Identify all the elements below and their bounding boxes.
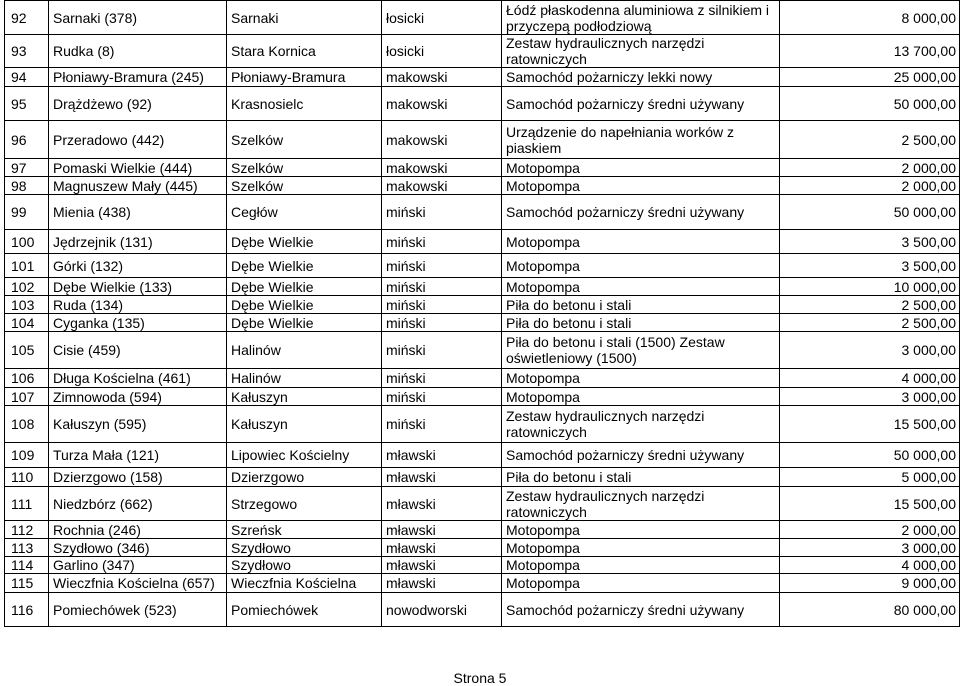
- table-row: [5, 443, 960, 468]
- table-row: [5, 406, 960, 443]
- municipality: Dębe Wielkie: [227, 254, 382, 278]
- row-number: 100: [5, 230, 49, 254]
- row-number: 96: [5, 121, 49, 159]
- county: makowski: [382, 87, 502, 121]
- municipality: Szreńsk: [227, 521, 382, 539]
- municipality: Szelków: [227, 177, 382, 195]
- county: łosicki: [382, 1, 502, 35]
- municipality: Płoniawy-Bramura: [227, 68, 382, 87]
- equipment-item: Motopompa: [502, 574, 780, 593]
- municipality: Szelków: [227, 121, 382, 159]
- row-number: 101: [5, 254, 49, 278]
- county: miński: [382, 314, 502, 332]
- county: miński: [382, 278, 502, 296]
- location: Wieczfnia Kościelna (657): [49, 574, 227, 593]
- equipment-item: Motopompa: [502, 539, 780, 557]
- location: Rudka (8): [49, 35, 227, 68]
- equipment-item: Motopompa: [502, 278, 780, 296]
- table-row: [5, 121, 960, 159]
- row-number: 102: [5, 278, 49, 296]
- table-row: [5, 35, 960, 68]
- row-number: 94: [5, 68, 49, 87]
- amount: 50 000,00: [780, 443, 960, 468]
- location: Długa Kościelna (461): [49, 369, 227, 388]
- table-row: [5, 332, 960, 369]
- equipment-item: Piła do betonu i stali: [502, 314, 780, 332]
- municipality: Kałuszyn: [227, 388, 382, 406]
- table-row: [5, 254, 960, 278]
- table-row: [5, 314, 960, 332]
- row-number: 104: [5, 314, 49, 332]
- county: makowski: [382, 177, 502, 195]
- grant-table-container: [4, 0, 959, 627]
- municipality: Dębe Wielkie: [227, 230, 382, 254]
- amount: 15 500,00: [780, 406, 960, 443]
- location: Sarnaki (378): [49, 1, 227, 35]
- table-row: [5, 388, 960, 406]
- equipment-item: Samochód pożarniczy średni używany: [502, 443, 780, 468]
- municipality: Krasnosielc: [227, 87, 382, 121]
- table-row: [5, 159, 960, 177]
- county: miński: [382, 195, 502, 230]
- equipment-item: Motopompa: [502, 230, 780, 254]
- county: makowski: [382, 68, 502, 87]
- location: Przeradowo (442): [49, 121, 227, 159]
- table-row: [5, 296, 960, 314]
- row-number: 97: [5, 159, 49, 177]
- municipality: Strzegowo: [227, 487, 382, 521]
- equipment-item: Piła do betonu i stali: [502, 296, 780, 314]
- location: Drążdżewo (92): [49, 87, 227, 121]
- equipment-item: Motopompa: [502, 521, 780, 539]
- equipment-item: Motopompa: [502, 369, 780, 388]
- amount: 80 000,00: [780, 593, 960, 627]
- table-row: [5, 521, 960, 539]
- row-number: 95: [5, 87, 49, 121]
- row-number: 103: [5, 296, 49, 314]
- location: Dzierzgowo (158): [49, 468, 227, 487]
- row-number: 111: [5, 487, 49, 521]
- equipment-item: Motopompa: [502, 159, 780, 177]
- location: Dębe Wielkie (133): [49, 278, 227, 296]
- table-row: [5, 593, 960, 627]
- equipment-item: Motopompa: [502, 177, 780, 195]
- table-row: [5, 574, 960, 593]
- row-number: 108: [5, 406, 49, 443]
- equipment-item: Samochód pożarniczy średni używany: [502, 87, 780, 121]
- county: łosicki: [382, 35, 502, 68]
- location: Turza Mała (121): [49, 443, 227, 468]
- row-number: 114: [5, 557, 49, 574]
- county: miński: [382, 406, 502, 443]
- municipality: Lipowiec Kościelny: [227, 443, 382, 468]
- equipment-item: Zestaw hydraulicznych narzędzi ratowniczych: [502, 35, 780, 68]
- municipality: Dzierzgowo: [227, 468, 382, 487]
- county: mławski: [382, 487, 502, 521]
- county: miński: [382, 296, 502, 314]
- row-number: 99: [5, 195, 49, 230]
- equipment-item: Samochód pożarniczy średni używany: [502, 593, 780, 627]
- location: Garlino (347): [49, 557, 227, 574]
- county: miński: [382, 388, 502, 406]
- row-number: 110: [5, 468, 49, 487]
- row-number: 106: [5, 369, 49, 388]
- municipality: Halinów: [227, 369, 382, 388]
- location: Magnuszew Mały (445): [49, 177, 227, 195]
- amount: 3 500,00: [780, 230, 960, 254]
- row-number: 116: [5, 593, 49, 627]
- amount: 2 000,00: [780, 521, 960, 539]
- amount: 2 500,00: [780, 296, 960, 314]
- table-row: [5, 539, 960, 557]
- row-number: 113: [5, 539, 49, 557]
- amount: 4 000,00: [780, 369, 960, 388]
- amount: 13 700,00: [780, 35, 960, 68]
- county: mławski: [382, 539, 502, 557]
- equipment-item: Zestaw hydraulicznych narzędzi ratowniczych: [502, 406, 780, 443]
- equipment-item: Piła do betonu i stali (1500) Zestaw oświetleniowy (1500): [502, 332, 780, 369]
- amount: 2 000,00: [780, 177, 960, 195]
- equipment-item: Urządzenie do napełniania worków z piaskiem: [502, 121, 780, 159]
- table-row: [5, 468, 960, 487]
- county: nowodworski: [382, 593, 502, 627]
- row-number: 98: [5, 177, 49, 195]
- municipality: Szydłowo: [227, 557, 382, 574]
- location: Płoniawy-Bramura (245): [49, 68, 227, 87]
- county: mławski: [382, 574, 502, 593]
- table-row: [5, 1, 960, 35]
- county: makowski: [382, 121, 502, 159]
- table-row: [5, 278, 960, 296]
- municipality: Pomiechówek: [227, 593, 382, 627]
- table-row: [5, 87, 960, 121]
- location: Ruda (134): [49, 296, 227, 314]
- amount: 2 000,00: [780, 159, 960, 177]
- amount: 3 500,00: [780, 254, 960, 278]
- location: Górki (132): [49, 254, 227, 278]
- county: makowski: [382, 159, 502, 177]
- location: Cyganka (135): [49, 314, 227, 332]
- amount: 4 000,00: [780, 557, 960, 574]
- location: Niedzbórz (662): [49, 487, 227, 521]
- county: mławski: [382, 468, 502, 487]
- county: mławski: [382, 557, 502, 574]
- amount: 5 000,00: [780, 468, 960, 487]
- municipality: Szelków: [227, 159, 382, 177]
- location: Pomiechówek (523): [49, 593, 227, 627]
- location: Cisie (459): [49, 332, 227, 369]
- location: Rochnia (246): [49, 521, 227, 539]
- table-row: [5, 68, 960, 87]
- amount: 15 500,00: [780, 487, 960, 521]
- municipality: Cegłów: [227, 195, 382, 230]
- equipment-item: Samochód pożarniczy średni używany: [502, 195, 780, 230]
- location: Mienia (438): [49, 195, 227, 230]
- row-number: 93: [5, 35, 49, 68]
- amount: 3 000,00: [780, 539, 960, 557]
- county: miński: [382, 332, 502, 369]
- equipment-item: Samochód pożarniczy lekki nowy: [502, 68, 780, 87]
- location: Szydłowo (346): [49, 539, 227, 557]
- equipment-item: Motopompa: [502, 254, 780, 278]
- location: Pomaski Wielkie (444): [49, 159, 227, 177]
- county: miński: [382, 369, 502, 388]
- table-row: [5, 230, 960, 254]
- row-number: 109: [5, 443, 49, 468]
- table-row: [5, 177, 960, 195]
- location: Zimnowoda (594): [49, 388, 227, 406]
- amount: 3 000,00: [780, 332, 960, 369]
- amount: 2 500,00: [780, 314, 960, 332]
- municipality: Kałuszyn: [227, 406, 382, 443]
- amount: 3 000,00: [780, 388, 960, 406]
- county: mławski: [382, 521, 502, 539]
- equipment-item: Zestaw hydraulicznych narzędzi ratowniczych: [502, 487, 780, 521]
- amount: 8 000,00: [780, 1, 960, 35]
- page-number: Strona 5: [453, 670, 507, 686]
- equipment-item: Piła do betonu i stali: [502, 468, 780, 487]
- row-number: 115: [5, 574, 49, 593]
- municipality: Halinów: [227, 332, 382, 369]
- amount: 25 000,00: [780, 68, 960, 87]
- equipment-item: Łódź płaskodenna aluminiowa z silnikiem i przyczepą podłodziową: [502, 1, 780, 35]
- table-row: [5, 557, 960, 574]
- amount: 9 000,00: [780, 574, 960, 593]
- amount: 2 500,00: [780, 121, 960, 159]
- county: miński: [382, 230, 502, 254]
- county: miński: [382, 254, 502, 278]
- grant-table: [4, 0, 960, 627]
- table-row: [5, 487, 960, 521]
- location: Kałuszyn (595): [49, 406, 227, 443]
- amount: 10 000,00: [780, 278, 960, 296]
- municipality: Szydłowo: [227, 539, 382, 557]
- municipality: Sarnaki: [227, 1, 382, 35]
- municipality: Dębe Wielkie: [227, 296, 382, 314]
- row-number: 92: [5, 1, 49, 35]
- location: Jędrzejnik (131): [49, 230, 227, 254]
- table-row: [5, 369, 960, 388]
- row-number: 107: [5, 388, 49, 406]
- row-number: 105: [5, 332, 49, 369]
- amount: 50 000,00: [780, 87, 960, 121]
- municipality: Dębe Wielkie: [227, 314, 382, 332]
- amount: 50 000,00: [780, 195, 960, 230]
- municipality: Wieczfnia Kościelna: [227, 574, 382, 593]
- municipality: Stara Kornica: [227, 35, 382, 68]
- equipment-item: Motopompa: [502, 388, 780, 406]
- equipment-item: Motopompa: [502, 557, 780, 574]
- table-row: [5, 195, 960, 230]
- municipality: Dębe Wielkie: [227, 278, 382, 296]
- row-number: 112: [5, 521, 49, 539]
- county: mławski: [382, 443, 502, 468]
